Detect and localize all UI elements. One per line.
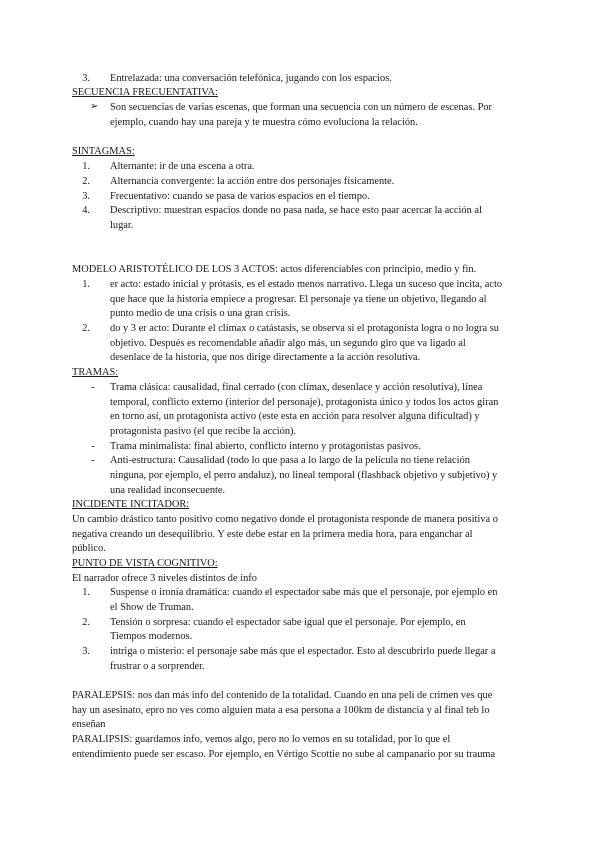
section-heading-tramas: TRAMAS: [72, 367, 119, 378]
section-heading-modelo: MODELO ARISTOTÉLICO DE LOS 3 ACTOS: actos diferenciables con principio, medio y fin. [72, 264, 477, 275]
paragraph-line: negativa creando un desequilibrio. Y este debe estar en la primera media hora, para enganchar al [72, 529, 473, 540]
section-heading-sintagmas: SINTAGMAS: [72, 146, 135, 157]
list-item-text: Tensión o sorpresa: cuando el espectador sabe igual que el personaje. Por ejemplo, en [110, 617, 466, 628]
list-item-text: Descriptivo: muestran espacios donde no pasa nada, se hace esto paar acercar la acción al [110, 205, 482, 216]
list-item-text: Entrelazada: una conversación telefónica, jugando con los espacios. [110, 73, 392, 84]
list-item-text: do y 3 er acto: Durante el clímax o catástasis, se observa si el protagonista logra o no logra su [110, 323, 499, 334]
bullet-text-line: Son secuencias de varias escenas, que forman una secuencia con un número de escenas. Por [110, 102, 492, 113]
section-heading-incidente: INCIDENTE INCITADOR: [72, 499, 190, 510]
list-item-text: objetivo. Después es recomendable añadir algo más, un segundo giro que va ligado al [110, 338, 466, 349]
dash-bullet: - [91, 455, 95, 466]
list-item-text: Tiempos modernos. [110, 631, 193, 642]
list-item-text: en torno así, un protagonista activo (este esta en acción para resolver alguna dificultad) y [110, 411, 480, 422]
list-item-text: Alternancia convergente: la acción entre dos personajes físicamente. [110, 176, 395, 187]
list-item-text: temporal, conflicto externo (interior del personaje), protagonista único y todos los actos giran [110, 397, 499, 408]
list-item-text: una realidad inconsecuente. [110, 485, 226, 496]
paragraph-line: PARALIPSIS: guardamos info, vemos algo, pero no lo vemos en su totalidad, por lo que el [72, 734, 451, 745]
list-item-text: lugar. [110, 220, 134, 231]
list-number: 2. [82, 323, 90, 334]
bullet-text-line: ejemplo, cuando hay una pareja y te muestra cómo evoluciona la relación. [110, 117, 418, 128]
list-item-text: el Show de Truman. [110, 602, 194, 613]
list-number: 3. [82, 646, 90, 657]
section-heading-punto-vista: PUNTO DE VISTA COGNITIVO: [72, 558, 218, 569]
list-number: 1. [82, 587, 90, 598]
list-item-text: frustrar o a sorprender. [110, 661, 205, 672]
list-item-text: er acto: estado inicial y prótasis, es el estado menos narrativo. Llega un suceso que incita, acto [110, 279, 503, 290]
paragraph-line: enseñan [72, 719, 106, 730]
list-item-text: Trama clásica: causalidad, final cerrado (con clímax, desenlace y acción resolutiva), línea [110, 382, 483, 393]
list-item-text: Suspense o ironía dramática: cuando el espectador sabe más que el personaje, por ejemplo en [110, 587, 498, 598]
list-item-text: Anti-estructura: Causalidad (todo lo que pasa a lo largo de la película no tiene relación [110, 455, 470, 466]
list-item-text: Trama minimalista: final abierto, conflicto interno y protagonistas pasivos. [110, 441, 421, 452]
list-item-text: intriga o misterio: el personaje sabe más que el espectador. Esto al descubrirlo puede llegar a [110, 646, 496, 657]
list-number: 2. [82, 176, 90, 187]
paragraph-line: PARALEPSIS: nos dan más info del contenido de la totalidad. Cuando en una peli de crimen ves que [72, 690, 493, 701]
list-item-text: Frecuentativo: cuando se pasa de varios espacios en el tiempo. [110, 191, 370, 202]
arrow-bullet-icon: ➢ [90, 101, 99, 112]
list-item-text: desenlace de la historia, que nos dirige directamente a la acción resolutiva. [110, 352, 421, 363]
paragraph-line: El narrador ofrece 3 niveles distintos de info [72, 573, 257, 584]
list-number: 4. [82, 205, 90, 216]
list-item-text: punto medio de una crisis o una gran crisis. [110, 308, 291, 319]
list-item-text: ninguna, por ejemplo, el perro andaluz), no lineal temporal (flashback objetivo y subjetivo) y [110, 470, 498, 481]
dash-bullet: - [91, 382, 95, 393]
paragraph-line: Un cambio drástico tanto positivo como negativo donde el protagonista responde de manera positiva o [72, 514, 498, 525]
paragraph-line: público. [72, 543, 106, 554]
dash-bullet: - [91, 441, 95, 452]
list-number: 3. [82, 73, 90, 84]
list-number: 1. [82, 161, 90, 172]
list-item-text: Alternante: ir de una escena a otra. [110, 161, 255, 172]
list-number: 2. [82, 617, 90, 628]
list-item-text: que hace que la historia empiece a progresar. El personaje ya tiene un objetivo, llegando al [110, 294, 487, 305]
section-heading-secuencia: SECUENCIA FRECUENTATIVA: [72, 87, 218, 98]
list-item-text: protagonista pasivo (el que recibe la acción). [110, 426, 297, 437]
paragraph-line: hay un asesinato, epro no ves como alguien mata a esa persona a 100km de distancia y al final teb lo [72, 705, 490, 716]
list-number: 3. [82, 191, 90, 202]
list-number: 1. [82, 279, 90, 290]
paragraph-line: entendimiento puede ser escaso. Por ejemplo, en Vértigo Scottie no sube al campanario por su trauma [72, 749, 496, 760]
